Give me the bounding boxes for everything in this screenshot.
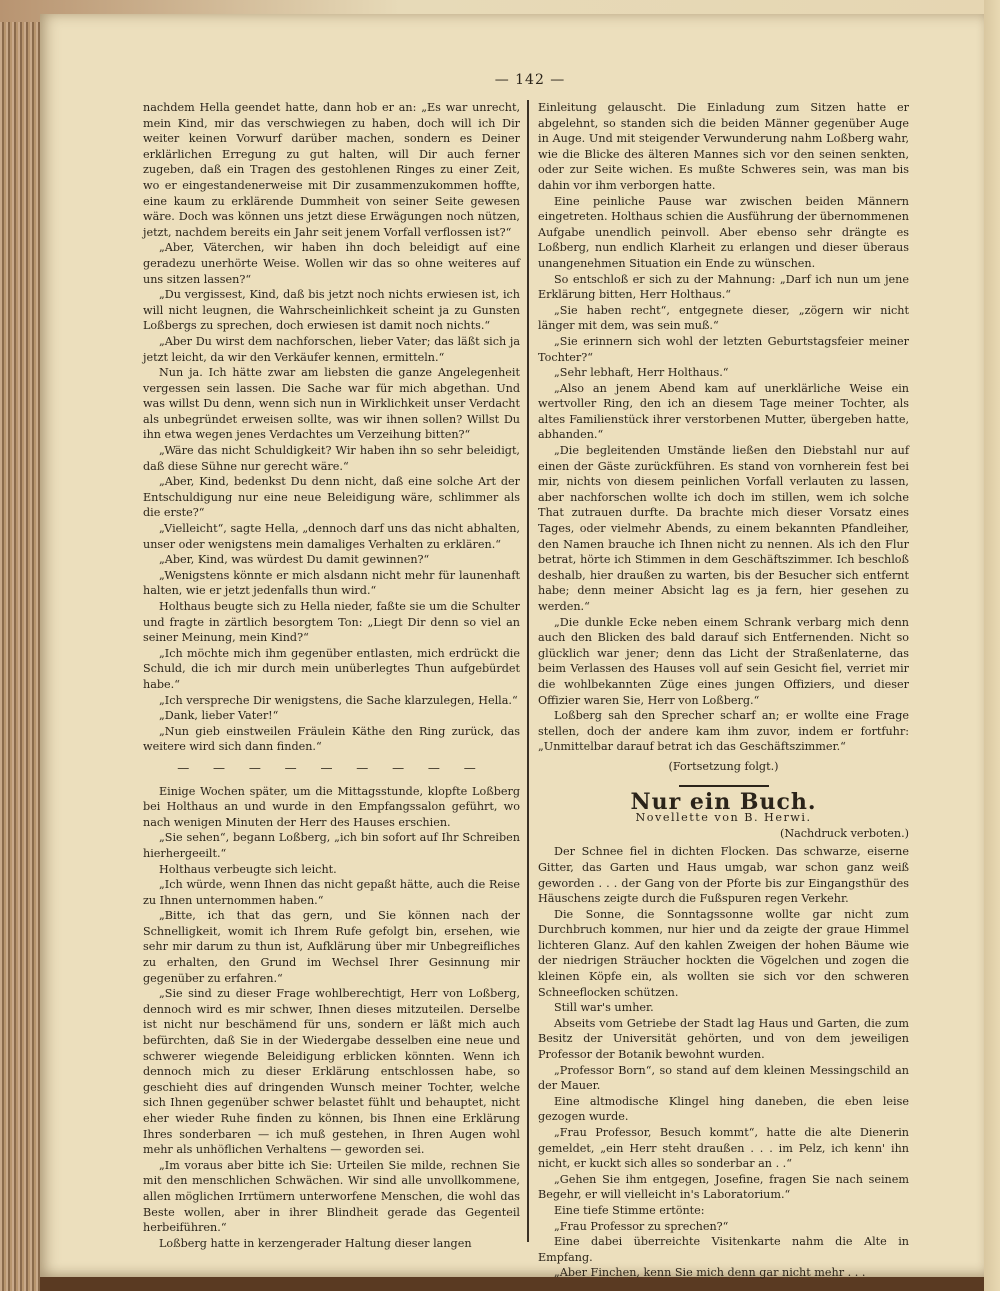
right-column — [538, 100, 909, 1281]
paragraph: „Frau Professor, Besuch kommt“, hatte die alte Dienerin gemeldet, „ein Herr steht draußen . . . im Pelz, ich kenn' ihn nicht, er kuckt sich alles so sonderbar an . .“ — [538, 1126, 909, 1171]
paragraph: „Ich möchte mich ihm gegenüber entlasten, mich erdrückt die Schuld, die ich mir durch mein unüberlegtes Thun aufgebürdet habe.“ — [143, 646, 520, 691]
paragraph: „Bitte, ich that das gern, und Sie können nach der Schnelligkeit, womit ich Ihrem Rufe gefolgt bin, ersehen, wie sehr mir darum zu thun ist, Aufklärung über mir Unbegreifliches zu erhalten, den Grund im Wechsel Ihrer Gesinnung mir gegenüber zu erfahren.“ — [143, 909, 520, 985]
paragraph: „Nun gieb einstweilen Fräulein Käthe den Ring zurück, das weitere wird sich dann finden.“ — [143, 724, 520, 754]
paragraph: „Aber Finchen, kenn Sie mich denn gar nicht mehr . . . — [554, 1266, 866, 1280]
paragraph: Eine tiefe Stimme ertönte: — [554, 1203, 705, 1217]
paragraph: „Aber, Kind, bedenkst Du denn nicht, daß eine solche Art der Entschuldigung nur eine neue Beleidigung wäre, schlimmer als die erste?“ — [143, 475, 520, 520]
page-number: — 142 — — [494, 72, 566, 88]
section-break: — — — — — — — — — — [177, 760, 486, 775]
paragraph: „Aber, Väterchen, wir haben ihn doch beleidigt auf eine geradezu unerhörte Weise. Wollen wir das so ohne weiteres auf uns sitzen lassen?“ — [143, 241, 520, 286]
paragraph: „Sie haben recht“, entgegnete dieser, „zögern wir nicht länger mit dem, was sein muß.“ — [538, 303, 909, 333]
paragraph: „Wenigstens könnte er mich alsdann nicht mehr für launenhaft halten, wie er jetzt jedenfalls thun wird.“ — [143, 568, 520, 598]
reprint-notice: (Nachdruck verboten.) — [779, 826, 909, 840]
paragraph: „Aber, Kind, was würdest Du damit gewinnen?“ — [159, 553, 430, 567]
paragraph: „Die begleitenden Umstände ließen den Diebstahl nur auf einen der Gäste zurückführen. Es stand von vornherein fest bei mir, nichts von diesem peinlichen Vorfall verlauten zu lassen, aber nachforschen wollte ich doch im stillen, wem ich solche That zutrauen durfte. Da brachte mich dieser Vorsatz eines Tages, oder vielmehr Abends, zu einem bekannten Pfandleiher, den Namen brauche ich Ihnen nicht zu nennen. Als ich den Flur betrat, hörte ich Stimmen in dem Geschäftszimmer. Ich beschloß deshalb, hier draußen zu warten, bis der Besucher sich entfernt habe; denn meiner Absicht lag es ja fern, hier gesehen zu werden.“ — [538, 444, 909, 613]
paragraph: „Frau Professor zu sprechen?“ — [554, 1219, 729, 1233]
paragraph: „Sie erinnern sich wohl der letzten Geburtstagsfeier meiner Tochter?“ — [538, 334, 909, 364]
book-page-edges — [0, 0, 40, 1291]
paragraph: Einleitung gelauscht. Die Einladung zum Sitzen hatte er abgelehnt, so standen sich die beiden Männer gegenüber Auge in Auge. Und mit steigender Verwunderung nahm Loßberg wahr, wie die Blicke des älteren Mannes sich vor den seinen senkten, oder zur Seite wichen. Es mußte Schweres sein, was man bis dahin vor ihm verborgen hatte. — [538, 101, 909, 192]
paragraph: „Ich würde, wenn Ihnen das nicht gepaßt hätte, auch die Reise zu Ihnen unternommen haben.“ — [143, 878, 520, 907]
paragraph: Einige Wochen später, um die Mittagsstunde, klopfte Loßberg bei Holthaus an und wurde in den Empfangssalon geführt, wo nach wenigen Minuten der Herr des Hauses erschien. — [143, 784, 520, 829]
paragraph: „Gehen Sie ihm entgegen, Josefine, fragen Sie nach seinem Begehr, er will vielleicht in's Laboratorium.“ — [538, 1172, 909, 1202]
paragraph: „Aber Du wirst dem nachforschen, lieber Vater; das läßt sich ja jetzt leicht, da wir den Verkäufer kennen, ermitteln.“ — [143, 334, 520, 364]
paragraph: „Wäre das nicht Schuldigkeit? Wir haben ihn so sehr beleidigt, daß diese Sühne nur gerecht wäre.“ — [143, 444, 520, 473]
paragraph: Eine altmodische Klingel hing daneben, die eben leise gezogen wurde. — [538, 1094, 909, 1124]
paragraph: „Also an jenem Abend kam auf unerklärliche Weise ein wertvoller Ring, den ich an diesem Tage meiner Tochter, als altes Familienstück ihrer verstorbenen Mutter, übergeben hatte, abhanden.“ — [538, 381, 909, 442]
paragraph: „Die dunkle Ecke neben einem Schrank verbarg mich denn auch den Blicken des bald darauf sich Entfernenden. Nicht so glücklich war jener; denn das Licht der Straßenlaterne, das beim Verlassen des Hauses voll auf sein Gesicht fiel, verriet mir die wohlbekannten Züge eines jungen Offiziers, und dieser Offizier waren Sie, Herr von Loßberg.“ — [538, 615, 909, 707]
paragraph: Eine peinliche Pause war zwischen beiden Männern eingetreten. Holthaus schien die Ausführung der übernommenen Aufgabe unendlich peinvoll. Aber ebenso sehr drängte es Loßberg, nun endlich Klarheit zu erlangen und dieser überaus unangenehmen Situation ein Ende zu wünschen. — [538, 194, 910, 270]
paragraph: Abseits vom Getriebe der Stadt lag Haus und Garten, die zum Besitz der Universität gehörten, und von dem jeweiligen Professor der Botanik bewohnt wurden. — [538, 1016, 909, 1062]
paragraph: nachdem Hella geendet hatte, dann hob er an: „Es war unrecht, mein Kind, mir das verschwiegen zu haben, doch will ich Dir weiter keinen Vorwurf darüber machen, sondern es Deiner erklärlichen Erregung zu gut halten, will Dir auch ferner zugeben, daß ein Tragen des gestohlenen Ringes zu einer Zeit, wo er eingestandenerweise mit Dir zusammenzukommen hoffte, eine kaum zu erklärende Dummheit von seiner Seite gewesen wäre. Doch was können uns jetzt diese Erwägungen noch nützen, jetzt, nachdem bereits ein Jahr seit jenem Vorfall verflossen ist?“ — [143, 101, 520, 239]
paragraph: So entschloß er sich zu der Mahnung: „Darf ich nun um jene Erklärung bitten, Herr Holthaus.“ — [538, 272, 909, 302]
left-column — [143, 100, 520, 1251]
paragraph: „Ich verspreche Dir wenigstens, die Sache klarzulegen, Hella.“ — [159, 693, 518, 707]
paragraph: Loßberg hatte in kerzengerader Haltung dieser langen — [159, 1236, 472, 1250]
paragraph: „Sehr lebhaft, Herr Holthaus.“ — [554, 366, 729, 380]
paragraph: „Dank, lieber Vater!“ — [159, 709, 279, 723]
paragraph: Holthaus beugte sich zu Hella nieder, faßte sie um die Schulter und fragte in zärtlich besorgtem Ton: „Liegt Dir denn so viel an seiner Meinung, mein Kind?“ — [143, 600, 520, 645]
paragraph: Die Sonne, die Sonntagssonne wollte gar nicht zum Durchbruch kommen, nur hier und da zeigte der graue Himmel lichteren Glanz. Auf den kahlen Zweigen der hohen Bäume wie der niedrigen Sträucher hockten die Vögelchen und zogen die kleinen Köpfe ein, als wollten sie sich vor den schweren Schneeflocken schützen. — [538, 907, 909, 999]
story-title: Nur ein Buch. — [630, 788, 817, 815]
story-subtitle: Novellette von B. Herwi. — [635, 811, 812, 825]
paragraph: „Professor Born“, so stand auf dem kleinen Messingschild an der Mauer. — [538, 1063, 909, 1093]
paragraph: „Du vergissest, Kind, daß bis jetzt noch nichts erwiesen ist, ich will nicht leugnen, die Wahrscheinlichkeit scheint ja zu Gunsten Loßbergs zu sprechen, doch erwiesen ist damit noch nichts.“ — [143, 288, 520, 333]
continuation-note: (Fortsetzung folgt.) — [668, 759, 779, 773]
paragraph: Eine dabei überreichte Visitenkarte nahm die Alte in Empfang. — [538, 1235, 909, 1264]
paragraph: „Vielleicht“, sagte Hella, „dennoch darf uns das nicht abhalten, unser oder wenigstens mein damaliges Verhalten zu erklären.“ — [143, 522, 520, 551]
paragraph: Loßberg sah den Sprecher scharf an; er wollte eine Frage stellen, doch der andere kam ihm zuvor, indem er fortfuhr: „Unmittelbar darauf betrat ich das Geschäftszimmer.“ — [538, 709, 909, 754]
paragraph: Still war's umher. — [554, 1001, 654, 1015]
paragraph: „Sie sind zu dieser Frage wohlberechtigt, Herr von Loßberg, dennoch wird es mir schwer, Ihnen dieses mitzuteilen. Derselbe ist nicht nur beschämend für uns, sondern er läßt mich auch befürchten, daß Sie in der Wiedergabe desselben eine neue und schwerer wiegende Beleidigung erblicken könnten. Wenn ich dennoch mich zu dieser Erklärung entschlossen habe, so geschieht dies auf dringenden Wunsch meiner Tochter, welche sich Ihnen gegenüber schwer belastet fühlt und behauptet, nicht eher wieder Ruhe finden zu können, bis Ihnen eine Erklärung Ihres sonderbaren — ich muß gestehen, in Ihren Augen wohl mehr als unhöflichen Verhaltens — geworden sei. — [143, 987, 520, 1157]
separator-rule — [679, 785, 769, 787]
paragraph: „Im voraus aber bitte ich Sie: Urteilen Sie milde, rechnen Sie mit den menschlichen Schwächen. Wir sind alle unvollkommene, allen möglichen Irrtümern unterworfene Menschen, die wohl das Beste wollen, aber in ihrer Blindheit gerade das Gegenteil herbeiführen.“ — [143, 1158, 520, 1235]
paragraph: Der Schnee fiel in dichten Flocken. Das schwarze, eiserne Gitter, das Garten und Haus umgab, war schon ganz weiß geworden . . . der Gang von der Pforte bis zur Eingangsthür des Häuschens zeigte durch die Fußspuren regen Verkehr. — [538, 845, 909, 906]
paragraph: Holthaus verbeugte sich leicht. — [159, 862, 337, 876]
column-divider — [527, 100, 529, 1242]
paragraph: Nun ja. Ich hätte zwar am liebsten die ganze Angelegenheit vergessen sein lassen. Die Sache war für mich abgethan. Und was willst Du denn, wenn sich nun in Wirklichkeit unser Verdacht als unbegründet erweisen sollte, was wir ihnen sollen? Willst Du ihn etwa wegen jenes Verdachtes um Verzeihung bitten?“ — [143, 366, 520, 442]
paragraph: „Sie sehen“, begann Loßberg, „ich bin sofort auf Ihr Schreiben hierhergeeilt.“ — [143, 831, 520, 860]
right-page-edge — [984, 0, 1000, 1291]
